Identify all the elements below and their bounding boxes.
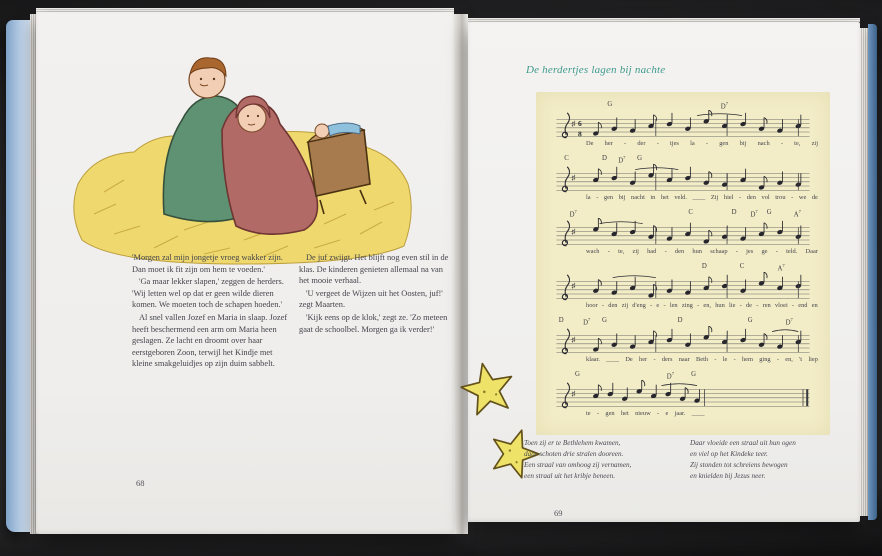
- lyric-syllable: ging: [759, 356, 771, 363]
- lyric-syllable: in: [650, 194, 656, 201]
- note-icon: [740, 113, 747, 127]
- lyric-syllable: Zij: [710, 194, 719, 201]
- note-icon: [648, 164, 657, 178]
- lyric-syllable: la: [586, 194, 591, 201]
- lyric-syllable: -: [756, 302, 759, 309]
- lyric-syllable: te: [586, 410, 591, 417]
- note-icon: [636, 380, 645, 394]
- story-paragraph: 'Kijk eens op de klok,' zegt ze. 'Zo meteen gaat de schoolbel. Morgen ga ik verder!': [299, 312, 448, 334]
- lyric-syllable: -: [653, 356, 656, 363]
- sharp-icon: ♯: [571, 118, 576, 128]
- lyric-syllable: den: [608, 302, 618, 309]
- lyric-syllable: gen: [603, 194, 614, 201]
- lyric-syllable: -: [596, 410, 600, 417]
- note-icon: [593, 385, 602, 399]
- staff-lines: [548, 380, 818, 410]
- note-icon: [650, 385, 657, 399]
- note-icon: [703, 277, 712, 291]
- lyric-syllable: -: [791, 302, 795, 309]
- lyric-syllable: -: [607, 248, 610, 255]
- chord-label: $D^7$: [750, 209, 758, 219]
- lyric-syllable: had: [647, 248, 657, 255]
- lyrics-row: [548, 194, 818, 201]
- verse-line: Daar vloeide een straal uit hun ogen: [690, 439, 796, 447]
- slur-icon: [772, 330, 798, 332]
- verse-2-column: [524, 438, 676, 483]
- chord-label: $D^7$: [618, 155, 626, 165]
- chord-label: G: [602, 317, 607, 324]
- chord-row: [548, 371, 818, 380]
- lyric-syllable: den: [746, 194, 756, 201]
- lyric-syllable: we: [798, 194, 807, 201]
- verse-line: en knielden bij Jezus neer.: [690, 472, 766, 481]
- note-icon: [607, 383, 614, 397]
- story-paragraph: 'Ga maar lekker slapen,' zeggen de herders. 'Wij letten wel op dat er geen wilde dieren komen. We moeten toch de schapen hoeden.': [132, 277, 284, 310]
- lyric-syllable: zij: [632, 248, 639, 255]
- note-icon: [777, 221, 784, 235]
- sheet-music-staves: [548, 101, 818, 425]
- note-icon: [666, 113, 673, 127]
- lyric-syllable: e: [665, 410, 669, 417]
- lyric-syllable: het: [660, 194, 669, 201]
- lyric-syllable: bij: [618, 194, 626, 201]
- treble-clef-icon: [562, 275, 569, 300]
- lyric-syllable: den: [674, 248, 685, 255]
- left-text-col-2: [299, 252, 451, 336]
- page-number-left: 68: [136, 478, 145, 488]
- svg-text:6: 6: [578, 118, 582, 128]
- chord-row: [548, 155, 818, 164]
- lyric-syllable: -: [775, 248, 778, 255]
- right-page: [468, 22, 860, 522]
- staff-lines: [548, 272, 818, 302]
- lyric-syllable: jes: [746, 248, 754, 255]
- book: [6, 8, 872, 542]
- story-paragraph: De juf zwijgt. Het blijft nog even stil in de klas. De kinderen genieten allemaal na van het mooie verhaal.: [299, 253, 449, 286]
- chord-label: G: [747, 317, 753, 324]
- lyric-syllable: -: [596, 194, 599, 201]
- verse-line: daar schoten drie stralen dooreen.: [524, 450, 624, 459]
- slur-icon: [600, 222, 643, 224]
- lyric-syllable: veld.: [674, 194, 687, 201]
- note-icon: [593, 338, 602, 352]
- lyric-syllable: -: [624, 140, 627, 147]
- music-stave: [548, 101, 818, 155]
- lyric-syllable: ders: [661, 356, 673, 363]
- note-icon: [593, 169, 602, 183]
- lyric-syllable: -: [650, 302, 653, 309]
- chord-label: $D^7$: [666, 371, 675, 381]
- lyric-syllable: hun: [715, 302, 725, 309]
- note-icon: [629, 335, 636, 349]
- lyric-syllable: -: [791, 194, 794, 201]
- note-icon: [593, 218, 602, 232]
- page-number-right: 69: [554, 508, 563, 518]
- star-icon: [457, 358, 517, 416]
- chord-label: $D^7$: [569, 209, 577, 219]
- lyric-syllable: ge: [761, 248, 768, 255]
- note-icon: [740, 227, 747, 241]
- sharp-icon: ♯: [571, 280, 576, 290]
- staff-lines: [548, 218, 818, 248]
- story-paragraph: Al snel vallen Jozef en Maria in slaap. Jozef heeft beschermend een arm om Maria heen geslagen. Ze lacht en droomt over haar eerstgeboren Zoon, terwijl het Kindje met kleine smakgeluidjes op zijn duim sabbelt.: [132, 312, 288, 369]
- note-icon: [648, 284, 657, 298]
- lyric-syllable: -: [663, 302, 666, 309]
- lyric-syllable: -: [735, 248, 738, 255]
- lyric-syllable: -: [733, 356, 736, 363]
- note-icon: [685, 281, 692, 295]
- slur-icon: [613, 276, 656, 278]
- music-stave: [548, 155, 818, 209]
- lyric-syllable: liep: [808, 356, 818, 363]
- lyric-syllable: gen: [605, 410, 615, 417]
- lyric-syllable: ____: [606, 356, 620, 363]
- lyric-syllable: -: [601, 302, 605, 309]
- note-icon: [611, 223, 618, 237]
- lyrics-row: [548, 410, 818, 417]
- lyric-syllable: -: [739, 194, 742, 201]
- lyric-syllable: vol: [761, 194, 770, 201]
- lyric-syllable: nach: [757, 140, 770, 147]
- lyric-syllable: her: [604, 140, 613, 147]
- figure-red-hood: [222, 96, 318, 234]
- lyric-syllable: en: [811, 302, 818, 309]
- music-stave: [548, 263, 818, 317]
- sharp-icon: ♯: [571, 388, 576, 398]
- chord-label: G: [575, 371, 580, 378]
- staff-lines: [548, 164, 818, 194]
- chord-row: [548, 101, 818, 110]
- note-icon: [703, 326, 712, 340]
- note-icon: [694, 389, 701, 403]
- lyric-syllable: jaar.: [674, 410, 686, 417]
- slur-icon: [661, 384, 697, 386]
- lyric-syllable: naar: [678, 356, 690, 363]
- verse-line: een straal uit het kribje beneen.: [524, 472, 616, 481]
- note-icon: [777, 119, 784, 133]
- lyric-syllable: Daar: [805, 248, 818, 255]
- lyric-syllable: e: [656, 302, 660, 309]
- lyric-syllable: nieuw: [635, 410, 651, 417]
- sharp-icon: ♯: [571, 226, 576, 236]
- lyric-syllable: hem: [741, 356, 753, 363]
- book-cover-left-edge: [6, 20, 32, 532]
- note-icon: [611, 281, 618, 295]
- story-paragraph: 'U vergeet de Wijzen uit het Oosten, juf!' zegt Maarten.: [299, 288, 443, 310]
- lyric-syllable: -: [705, 140, 709, 147]
- lyric-syllable: ____: [691, 410, 705, 417]
- chord-label: D: [602, 155, 607, 162]
- note-icon: [629, 119, 636, 133]
- chord-label: $D^7$: [583, 317, 591, 327]
- treble-clef-icon: [562, 221, 569, 246]
- lyric-syllable: d'eng: [632, 302, 646, 309]
- lyric-syllable: -: [714, 356, 717, 363]
- lyric-syllable: her: [639, 356, 648, 363]
- chord-label: C: [688, 209, 693, 216]
- lyric-syllable: nacht: [631, 194, 645, 201]
- lyric-syllable: lie: [729, 302, 736, 309]
- lyric-syllable: de: [745, 302, 753, 309]
- lyric-syllable: la: [690, 140, 695, 147]
- lyric-syllable: bij: [739, 140, 747, 147]
- lyric-syllable: 't: [799, 356, 803, 363]
- verse-line: Zij stonden tot schreiens bewogen: [690, 461, 788, 470]
- lyric-syllable: vloei: [774, 302, 788, 309]
- treble-clef-icon: [562, 113, 569, 138]
- page-stack-edge-right: [860, 28, 868, 516]
- lyric-syllable: -: [664, 248, 667, 255]
- sharp-icon: ♯: [571, 334, 576, 344]
- lyric-syllable: en,: [785, 356, 793, 363]
- note-icon: [611, 167, 618, 181]
- lyric-syllable: gen: [719, 140, 729, 147]
- lyric-syllable: te,: [618, 248, 625, 255]
- lyric-syllable: de: [811, 194, 818, 201]
- note-icon: [666, 169, 673, 183]
- song-title: De herdertjes lagen bij nachte: [526, 64, 666, 76]
- lyrics-row: [548, 140, 818, 147]
- lyric-syllable: wach: [586, 248, 600, 255]
- lyric-syllable: len: [669, 302, 678, 309]
- lyric-syllable: -: [657, 410, 660, 417]
- verse-3-column: [690, 438, 842, 483]
- lyric-syllable: hun: [692, 248, 702, 255]
- lyric-syllable: zij: [811, 140, 818, 147]
- chord-label: G: [607, 101, 613, 108]
- note-icon: [629, 221, 636, 235]
- note-icon: [740, 169, 747, 183]
- note-icon: [685, 223, 692, 237]
- chord-row: [548, 209, 818, 218]
- lyric-syllable: ren: [762, 302, 771, 309]
- sheet-music-panel: [536, 92, 830, 435]
- chord-label: D: [677, 317, 683, 324]
- note-icon: [666, 227, 673, 241]
- note-icon: [777, 277, 784, 291]
- note-icon: [703, 230, 712, 244]
- lyrics-row: [548, 248, 818, 255]
- lyric-syllable: teld.: [786, 248, 798, 255]
- chord-row: [548, 263, 818, 272]
- note-icon: [777, 335, 784, 349]
- music-stave: [548, 371, 818, 425]
- staff-lines: [548, 110, 818, 140]
- lyric-syllable: De: [586, 140, 594, 147]
- note-icon: [758, 176, 767, 190]
- note-icon: [629, 277, 636, 291]
- left-page: [36, 12, 454, 534]
- note-icon: [648, 331, 657, 345]
- lyric-syllable: hiel: [723, 194, 734, 201]
- chord-label: D: [701, 263, 707, 270]
- lyric-syllable: en,: [703, 302, 712, 309]
- story-paragraph: 'Morgen zal mijn jongetje vroeg wakker zijn. Dan moet ik fit zijn om hem te voeden.': [132, 253, 283, 274]
- note-icon: [740, 329, 747, 343]
- lyric-syllable: end: [798, 302, 808, 309]
- treble-clef-icon: [562, 383, 569, 408]
- lyric-syllable: schaap: [710, 248, 728, 255]
- chord-label: C: [739, 263, 745, 270]
- sharp-icon: ♯: [571, 172, 576, 182]
- note-icon: [666, 329, 673, 343]
- lyric-syllable: tjes: [670, 140, 679, 147]
- lyric-syllable: te,: [794, 140, 801, 147]
- chord-label: $D^7$: [720, 101, 729, 111]
- lyric-syllable: -: [697, 302, 700, 309]
- lyric-syllable: Beth: [695, 356, 709, 363]
- lyric-syllable: trou: [775, 194, 786, 201]
- svg-text:8: 8: [578, 129, 582, 139]
- note-icon: [685, 167, 692, 181]
- verse-line: en viel op het Kindeke teer.: [690, 450, 768, 459]
- verse-line: Toen zij er te Bethlehem kwamen,: [524, 439, 621, 447]
- lyric-syllable: het: [620, 410, 629, 417]
- note-icon: [593, 122, 602, 136]
- note-icon: [758, 272, 767, 286]
- staff-lines: [548, 326, 818, 356]
- lyric-syllable: der: [637, 140, 646, 147]
- verse-line: Een straal van omhoog zij vernamen,: [524, 461, 632, 470]
- lyric-syllable: ____: [692, 194, 706, 201]
- book-cover-right-edge: [868, 24, 877, 520]
- chord-label: G: [691, 371, 697, 378]
- lyrics-row: [548, 356, 818, 363]
- music-stave: [548, 317, 818, 371]
- lyric-syllable: klaar.: [586, 356, 601, 363]
- lyric-syllable: hoor: [586, 302, 598, 309]
- lyric-syllable: zij: [621, 302, 629, 309]
- chord-label: G: [637, 155, 643, 162]
- chord-label: G: [766, 209, 772, 216]
- lyric-syllable: De: [625, 356, 633, 363]
- note-icon: [703, 110, 712, 124]
- chord-label: $D^7$: [785, 317, 793, 327]
- illustration-children-on-hay: [64, 34, 416, 266]
- lyric-syllable: zing: [681, 302, 693, 309]
- chord-label: D: [731, 209, 737, 216]
- music-stave: [548, 209, 818, 263]
- lyric-syllable: -: [739, 302, 742, 309]
- treble-clef-icon: [562, 167, 569, 192]
- chord-label: $A^7$: [777, 263, 785, 273]
- treble-clef-icon: [562, 329, 569, 354]
- note-icon: [758, 223, 767, 237]
- chord-label: C: [564, 155, 569, 162]
- note-icon: [648, 115, 657, 129]
- chord-label: $A^7$: [793, 209, 801, 219]
- lyric-syllable: -: [780, 140, 783, 147]
- chord-row: [548, 317, 818, 326]
- left-text-col-1: [132, 252, 295, 371]
- lyric-syllable: -: [656, 140, 659, 147]
- lyric-syllable: le: [722, 356, 728, 363]
- chord-label: D: [558, 317, 564, 324]
- slur-icon: [697, 114, 742, 116]
- lyrics-row: [548, 302, 818, 309]
- lyric-syllable: -: [776, 356, 779, 363]
